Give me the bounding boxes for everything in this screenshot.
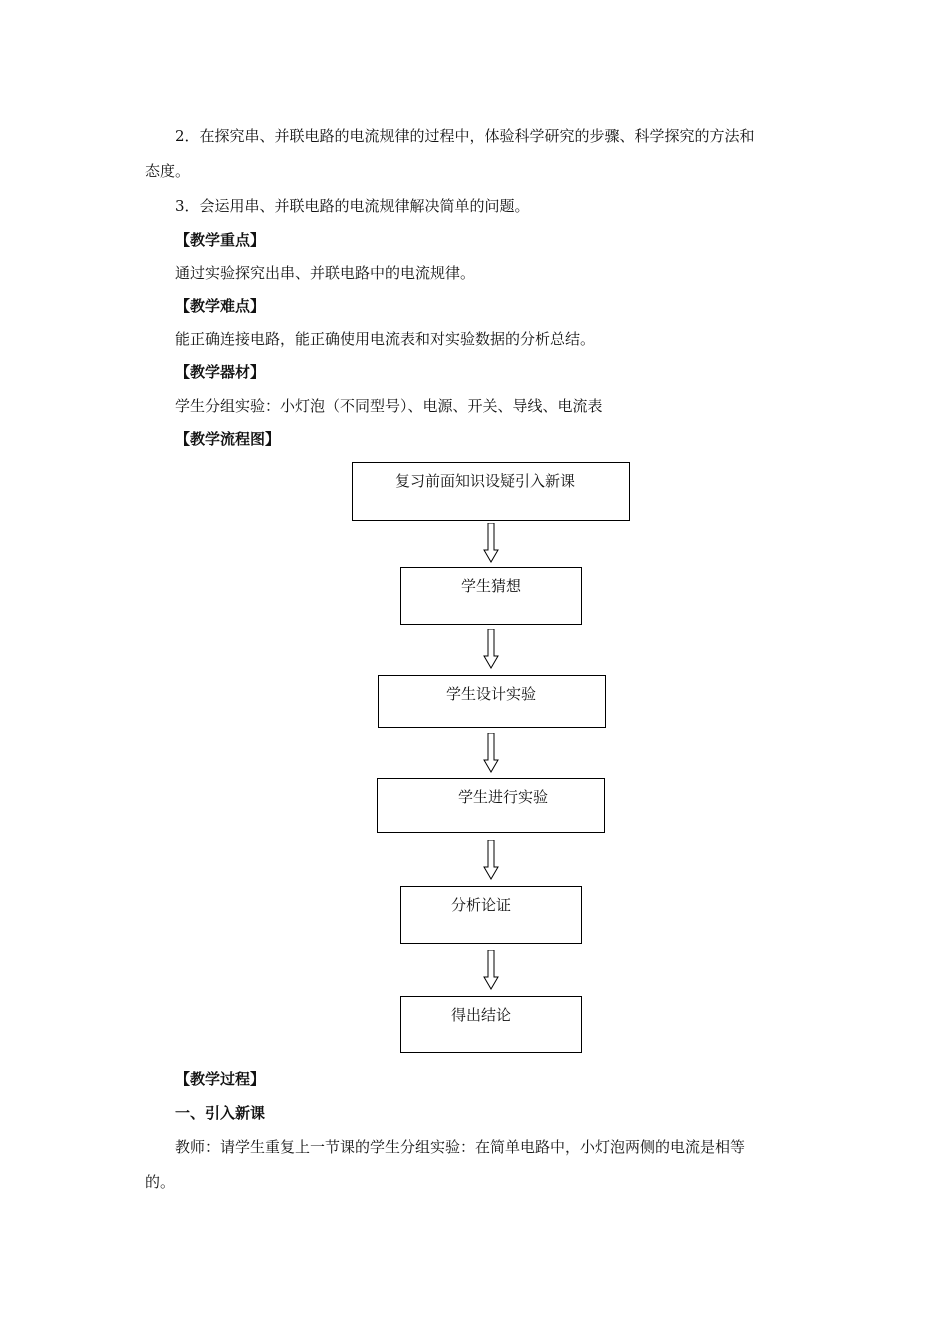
flow-step-label: 复习前面知识设疑引入新课 xyxy=(395,472,576,490)
flow-step-label: 学生猜想 xyxy=(461,577,522,595)
objective-3: 3．会运用串、并联电路的电流规律解决简单的问题。 xyxy=(175,197,530,215)
equipment-text: 学生分组实验：小灯泡（不同型号）、电源、开关、导线、电流表 xyxy=(175,397,603,415)
down-arrow-icon xyxy=(483,840,499,880)
flow-step-review xyxy=(352,462,630,521)
key-points-text: 通过实验探究出串、并联电路中的电流规律。 xyxy=(175,264,476,282)
down-arrow-icon xyxy=(483,733,499,773)
difficulties-heading: 【教学难点】 xyxy=(175,297,266,315)
flow-step-conclusion xyxy=(400,996,582,1053)
flow-step-label: 分析论证 xyxy=(451,896,512,914)
difficulties-text: 能正确连接电路，能正确使用电流表和对实验数据的分析总结。 xyxy=(175,330,596,348)
down-arrow-icon xyxy=(483,629,499,669)
process-heading: 【教学过程】 xyxy=(175,1070,266,1088)
flow-step-label: 学生进行实验 xyxy=(458,788,549,806)
section-1-title: 一、引入新课 xyxy=(175,1104,266,1122)
objective-2-line-2: 态度。 xyxy=(145,162,191,180)
flow-step-experiment xyxy=(377,778,605,833)
flow-step-hypothesis xyxy=(400,567,582,625)
down-arrow-icon xyxy=(483,523,499,563)
flow-step-analysis xyxy=(400,886,582,944)
down-arrow-icon xyxy=(483,950,499,990)
flowchart-heading: 【教学流程图】 xyxy=(175,430,281,448)
flow-step-label: 得出结论 xyxy=(451,1006,512,1024)
objective-2-line-1: 2．在探究串、并联电路的电流规律的过程中，体验科学研究的步骤、科学探究的方法和 xyxy=(175,127,755,145)
flow-step-design xyxy=(378,675,606,728)
section-1-line-1: 教师：请学生重复上一节课的学生分组实验：在简单电路中，小灯泡两侧的电流是相等 xyxy=(175,1138,746,1156)
section-1-line-2: 的。 xyxy=(145,1173,176,1191)
equipment-heading: 【教学器材】 xyxy=(175,363,266,381)
key-points-heading: 【教学重点】 xyxy=(175,231,266,249)
flow-step-label: 学生设计实验 xyxy=(446,685,537,703)
